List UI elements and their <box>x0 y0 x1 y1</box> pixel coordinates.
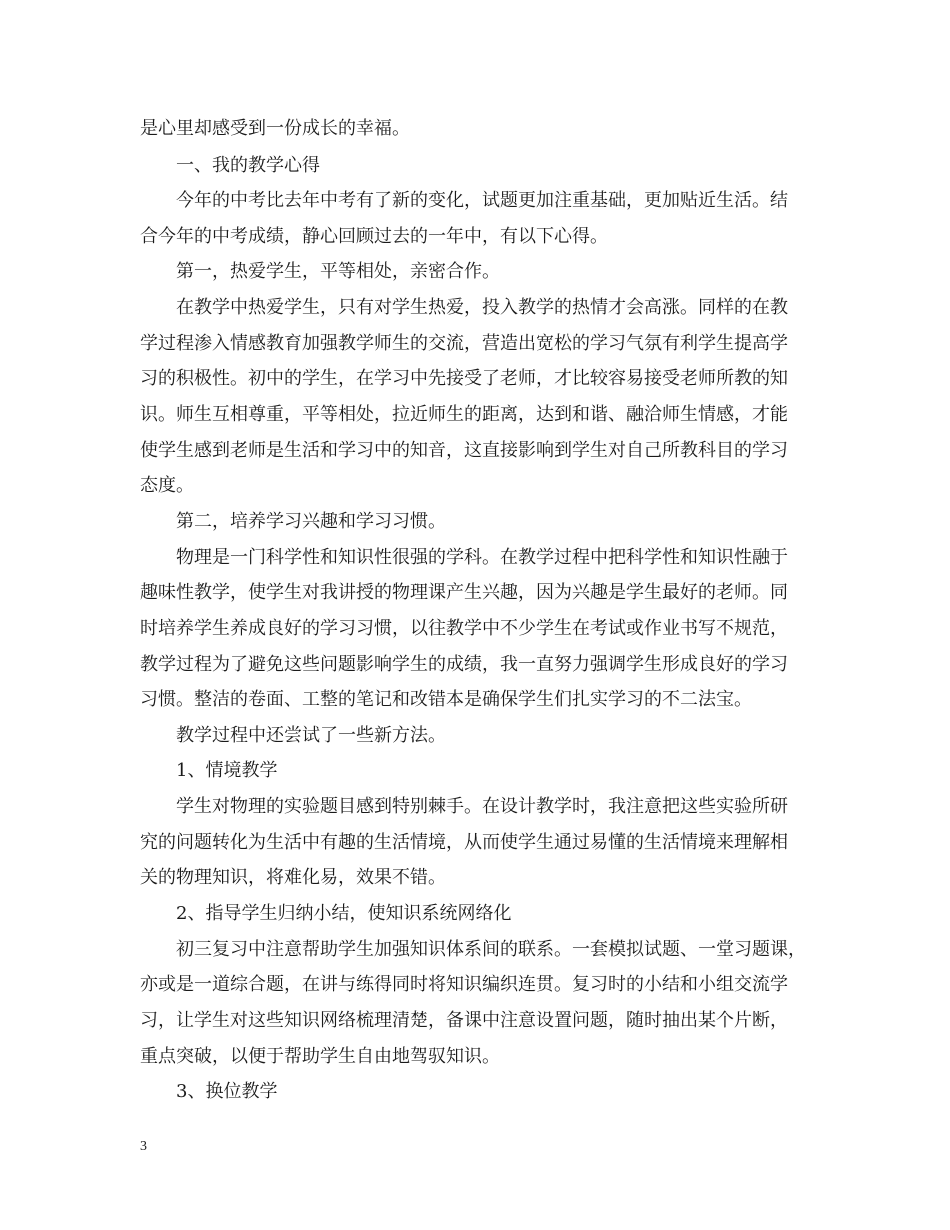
page-number: 3 <box>140 1139 147 1154</box>
text-line: 学过程渗入情感教育加强教学师生的交流，营造出宽松的学习气氛有利学生提高学 <box>140 333 788 354</box>
text-line: 使学生感到老师是生活和学习中的知音，这直接影响到学生对自己所教科目的学习 <box>140 440 788 461</box>
text-line: 初三复习中注意帮助学生加强知识体系间的联系。一套模拟试题、一堂习题课， <box>176 939 806 960</box>
text-line: 第一，热爱学生，平等相处，亲密合作。 <box>176 261 500 282</box>
text-line: 教学过程中还尝试了一些新方法。 <box>176 725 446 746</box>
text-line: 习，让学生对这些知识网络梳理清楚，备课中注意设置问题，随时抽出某个片断， <box>140 1010 788 1031</box>
text-line: 第二，培养学习兴趣和学习习惯。 <box>176 511 446 532</box>
text-line: 今年的中考比去年中考有了新的变化，试题更加注重基础，更加贴近生活。结 <box>176 190 788 211</box>
text-line: 1、情境教学 <box>176 760 278 781</box>
text-line: 习惯。整洁的卷面、工整的笔记和改错本是确保学生们扎实学习的不二法宝。 <box>140 689 752 710</box>
text-line: 2、指导学生归纳小结，使知识系统网络化 <box>176 903 512 924</box>
text-line: 究的问题转化为生活中有趣的生活情境，从而使学生通过易懂的生活情境来理解相 <box>140 832 788 853</box>
text-line: 亦或是一道综合题，在讲与练得同时将知识编织连贯。复习时的小结和小组交流学 <box>140 974 788 995</box>
text-line: 态度。 <box>140 475 194 496</box>
text-line: 习的积极性。初中的学生，在学习中先接受了老师，才比较容易接受老师所教的知 <box>140 368 788 389</box>
text-line: 合今年的中考成绩，静心回顾过去的一年中，有以下心得。 <box>140 226 608 247</box>
section-heading: 一、我的教学心得 <box>176 155 320 176</box>
text-line: 教学过程为了避免这些问题影响学生的成绩，我一直努力强调学生形成良好的学习 <box>140 654 788 675</box>
text-line: 物理是一门科学性和知识性很强的学科。在教学过程中把科学性和知识性融于 <box>176 547 788 568</box>
text-line: 重点突破，以便于帮助学生自由地驾驭知识。 <box>140 1046 500 1067</box>
text-line: 是心里却感受到一份成长的幸福。 <box>140 118 410 139</box>
text-line: 学生对物理的实验题目感到特别棘手。在设计教学时，我注意把这些实验所研 <box>176 796 788 817</box>
text-line: 趣味性教学，使学生对我讲授的物理课产生兴趣，因为兴趣是学生最好的老师。同 <box>140 582 788 603</box>
text-line: 在教学中热爱学生，只有对学生热爱，投入教学的热情才会高涨。同样的在教 <box>176 297 788 318</box>
text-line: 3、换位教学 <box>176 1081 278 1102</box>
text-line: 关的物理知识，将难化易，效果不错。 <box>140 867 446 888</box>
text-line: 时培养学生养成良好的学习习惯，以往教学中不少学生在考试或作业书写不规范， <box>140 618 788 639</box>
text-line: 识。师生互相尊重，平等相处，拉近师生的距离，达到和谐、融洽师生情感，才能 <box>140 404 788 425</box>
